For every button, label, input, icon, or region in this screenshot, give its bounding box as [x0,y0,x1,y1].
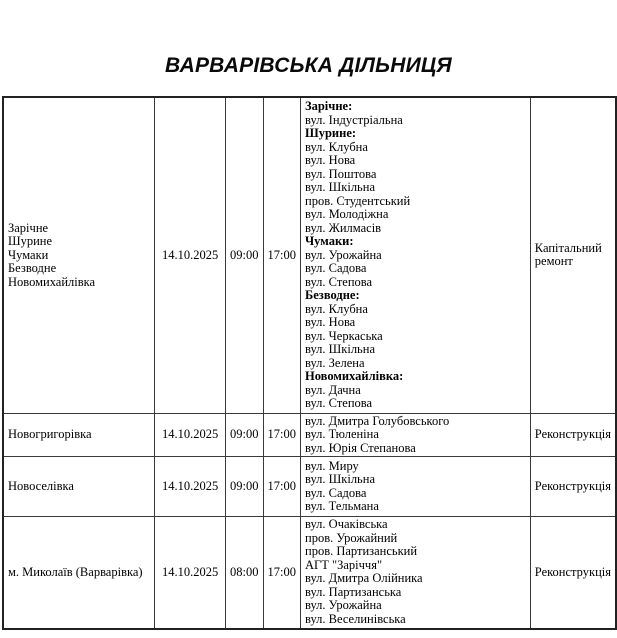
start-time-cell: 09:00 [226,413,263,457]
street-line: вул. Шкільна [305,180,375,194]
settlement-header-line: Шурине: [305,126,357,140]
date-cell: 14.10.2025 [155,457,226,517]
street-line: вул. Клубна [305,301,368,316]
street-line: вул. Тюленіна [305,427,379,441]
streets-cell [301,97,531,413]
street-line: вул. Миру [305,458,359,473]
street-line: вул. Дмитра Олійника [305,571,423,586]
settlement-cell [3,413,155,457]
street-line: пров. Студентський [305,193,411,208]
street-line: вул. Клубна [305,139,368,154]
street-line: вул. Жилмасів [305,220,382,235]
street-line: вул. Урожайна [305,598,382,613]
street-line: вул. Поштова [305,166,377,181]
table-row [3,97,616,413]
street-line: пров. Партизанський [305,544,418,559]
settlement-line: Новогригорівка [8,427,92,441]
settlement-line: Шурине [8,234,53,248]
date-cell: 14.10.2025 [155,413,226,457]
street-line: вул. Партизанська [305,584,402,599]
start-time-cell: 09:00 [226,97,263,413]
street-line: вул. Черкаська [305,328,383,343]
street-line: вул. Степова [305,396,373,410]
table-row [3,517,616,629]
settlement-header-line: Безводне: [305,288,360,302]
street-line: вул. Садова [305,261,367,275]
street-line: вул. Дачна [305,382,361,397]
settlement-header-line: Зарічне: [305,99,353,113]
street-line: вул. Шкільна [305,342,375,356]
street-line: вул. Юрія Степанова [305,440,416,455]
street-line: вул. Шкільна [305,472,375,486]
work-type-cell: Капітальний ремонт [530,97,616,413]
street-line: вул. Нова [305,315,356,329]
table-row [3,457,616,517]
settlement-cell [3,97,155,413]
street-line: вул. Нова [305,153,356,167]
street-line: вул. Молодіжна [305,207,389,221]
work-type-cell: Реконструкція [530,457,616,517]
streets-cell [301,457,531,517]
street-line: вул. Індустріальна [305,112,403,127]
settlement-line: Новоселівка [8,478,74,493]
street-line: вул. Садова [305,485,367,500]
street-line: вул. Зелена [305,355,365,370]
settlement-cell [3,457,155,517]
date-cell: 14.10.2025 [155,517,226,629]
settlement-line: Зарічне [8,220,49,235]
settlement-header-line: Новомихайлівка: [305,369,404,383]
settlement-line: м. Миколаїв (Варварівка) [8,564,143,579]
street-line: вул. Дмитра Голубовського [305,413,450,428]
settlement-header-line: Чумаки: [305,234,354,248]
schedule-table [2,96,617,630]
end-time-cell: 17:00 [263,457,300,517]
street-line: вул. Урожайна [305,247,382,262]
street-line: вул. Тельмана [305,499,379,513]
settlement-line: Безводне [8,261,57,275]
settlement-line: Новомихайлівка [8,274,96,289]
page-title: ВАРВАРІВСЬКА ДІЛЬНИЦЯ [165,54,452,77]
settlement-cell [3,517,155,629]
work-type-cell: Реконструкція [530,517,616,629]
end-time-cell: 17:00 [263,97,300,413]
street-line: АГТ "Заріччя" [305,557,383,572]
schedule-table-body [3,97,616,629]
street-line: пров. Урожайний [305,530,398,545]
street-line: вул. Веселинівська [305,611,406,626]
streets-cell [301,413,531,457]
street-line: вул. Степова [305,274,373,289]
end-time-cell: 17:00 [263,517,300,629]
table-row [3,413,616,457]
date-cell: 14.10.2025 [155,97,226,413]
work-type-cell: Реконструкція [530,413,616,457]
start-time-cell: 08:00 [226,517,263,629]
settlement-line: Чумаки [8,247,49,262]
street-line: вул. Очаківська [305,517,388,532]
start-time-cell: 09:00 [226,457,263,517]
streets-cell [301,517,531,629]
end-time-cell: 17:00 [263,413,300,457]
